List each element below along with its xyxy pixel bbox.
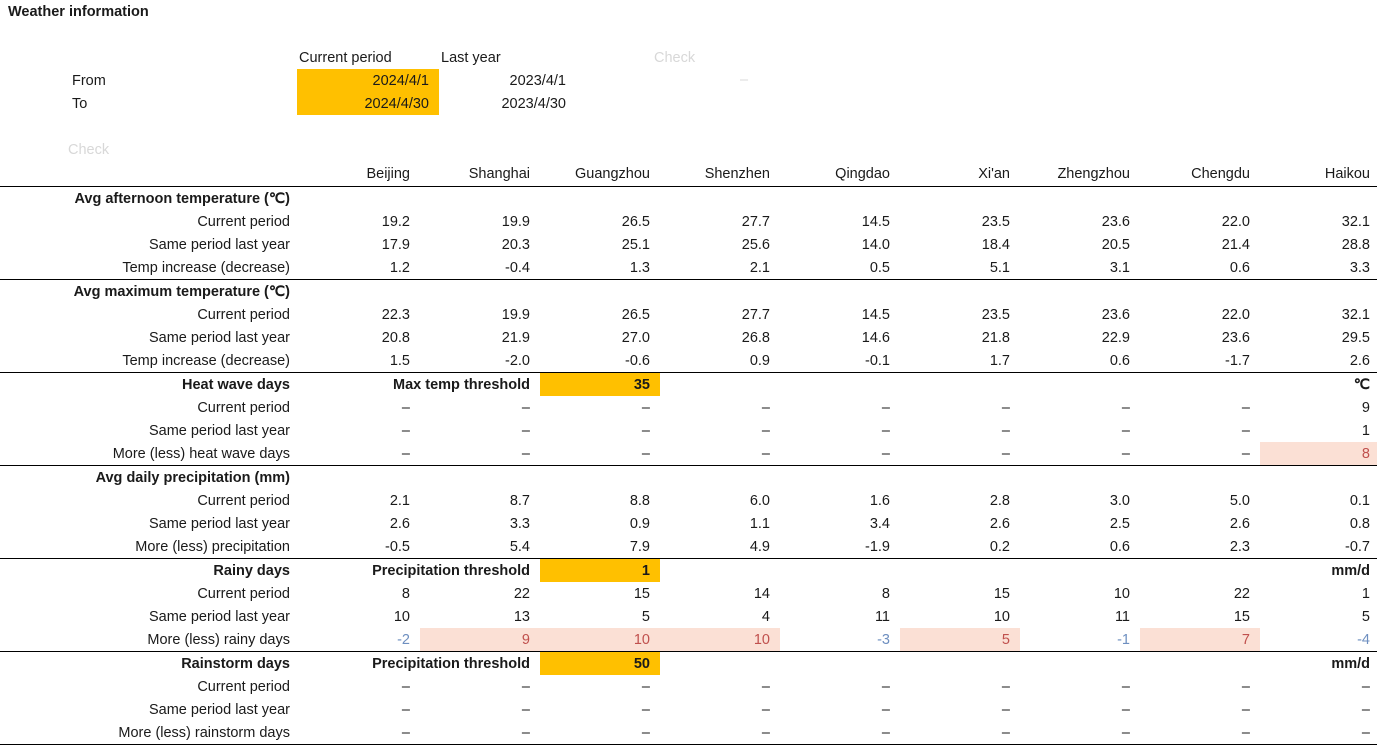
data-cell: 27.7 bbox=[741, 306, 770, 323]
threshold-unit: mm/d bbox=[660, 559, 1377, 583]
data-cell: – bbox=[420, 721, 540, 745]
table-row bbox=[0, 419, 1377, 442]
data-cell: – bbox=[1121, 445, 1130, 462]
data-cell: – bbox=[1001, 701, 1010, 718]
section-title: Heat wave days bbox=[0, 373, 300, 397]
row-label: Current period bbox=[197, 399, 290, 416]
data-cell: 0.6 bbox=[1109, 352, 1130, 369]
city-header-zhengzhou: Zhengzhou bbox=[1020, 162, 1140, 187]
table-row bbox=[0, 628, 1377, 652]
data-cell: 13 bbox=[513, 608, 530, 625]
data-cell: -0.7 bbox=[1345, 538, 1370, 555]
data-cell: 22.3 bbox=[381, 306, 410, 323]
table-row bbox=[0, 512, 1377, 535]
weather-table-wrapper bbox=[0, 162, 1377, 745]
row-label: More (less) heat wave days bbox=[112, 445, 290, 462]
data-cell: 22.9 bbox=[1101, 329, 1130, 346]
data-cell: 22 bbox=[513, 585, 530, 602]
weather-table-body bbox=[0, 162, 1377, 745]
table-row bbox=[0, 442, 1377, 466]
data-cell: 22.0 bbox=[1221, 306, 1250, 323]
period-to-last: 2023/4/30 bbox=[501, 95, 566, 112]
row-label: More (less) rainy days bbox=[147, 631, 290, 648]
row-label: Current period bbox=[197, 678, 290, 695]
data-cell: -1 bbox=[1117, 631, 1130, 648]
section-header-row bbox=[0, 280, 1377, 304]
data-cell: – bbox=[641, 445, 650, 462]
data-cell: – bbox=[761, 399, 770, 416]
section-header-row bbox=[0, 466, 1377, 490]
data-cell: 23.6 bbox=[1101, 213, 1130, 230]
data-cell: – bbox=[641, 422, 650, 439]
data-cell: 1.3 bbox=[629, 259, 650, 276]
data-cell: 23.6 bbox=[1101, 306, 1130, 323]
city-header-shenzhen: Shenzhen bbox=[660, 162, 780, 187]
data-cell: 11 bbox=[1114, 608, 1130, 625]
data-cell: – bbox=[1001, 445, 1010, 462]
row-label: Same period last year bbox=[148, 515, 290, 532]
data-cell: 29.5 bbox=[1341, 329, 1370, 346]
data-cell: – bbox=[761, 422, 770, 439]
data-cell: 2.6 bbox=[989, 515, 1010, 532]
period-header-row bbox=[0, 46, 576, 69]
period-from-row bbox=[0, 69, 576, 92]
data-cell: 14.5 bbox=[861, 306, 890, 323]
data-cell: 14.0 bbox=[861, 236, 890, 253]
data-cell: – bbox=[881, 678, 890, 695]
data-cell: 5 bbox=[641, 608, 650, 625]
data-cell: 10 bbox=[540, 628, 660, 652]
period-header-spacer bbox=[0, 46, 297, 69]
section-title: Avg daily precipitation (mm) bbox=[0, 466, 300, 490]
data-cell: 1.7 bbox=[989, 352, 1010, 369]
data-cell: 11 bbox=[874, 608, 890, 625]
data-cell: – bbox=[641, 678, 650, 695]
table-row bbox=[0, 303, 1377, 326]
data-cell: 2.1 bbox=[749, 259, 770, 276]
table-row bbox=[0, 605, 1377, 628]
data-cell: – bbox=[1241, 422, 1250, 439]
table-row bbox=[0, 349, 1377, 373]
data-cell: – bbox=[900, 721, 1020, 745]
data-cell: 6.0 bbox=[749, 492, 770, 509]
data-cell: 0.1 bbox=[1349, 492, 1370, 509]
table-row bbox=[0, 233, 1377, 256]
data-cell: 27.0 bbox=[621, 329, 650, 346]
data-cell: – bbox=[1001, 399, 1010, 416]
data-cell: -3 bbox=[877, 631, 890, 648]
data-cell: – bbox=[1020, 721, 1140, 745]
data-cell: – bbox=[540, 721, 660, 745]
data-cell: – bbox=[1361, 678, 1370, 695]
data-cell: 22.0 bbox=[1221, 213, 1250, 230]
data-cell: 2.1 bbox=[389, 492, 410, 509]
data-cell: 10 bbox=[393, 608, 410, 625]
page-title: Weather information bbox=[8, 4, 149, 20]
section-title: Avg afternoon temperature (℃) bbox=[0, 187, 300, 211]
data-cell: 3.4 bbox=[869, 515, 890, 532]
data-cell: 4.9 bbox=[749, 538, 770, 555]
table-row bbox=[0, 675, 1377, 698]
data-cell: 23.5 bbox=[981, 213, 1010, 230]
table-row bbox=[0, 326, 1377, 349]
section-title: Avg maximum temperature (℃) bbox=[0, 280, 300, 304]
data-cell: 10 bbox=[1113, 585, 1130, 602]
data-cell: 14.5 bbox=[861, 213, 890, 230]
data-cell: 9 bbox=[420, 628, 540, 652]
section-header-row bbox=[0, 187, 1377, 211]
period-header-current: Current period bbox=[299, 49, 392, 66]
data-cell: 5.4 bbox=[509, 538, 530, 555]
data-cell: 21.9 bbox=[501, 329, 530, 346]
data-cell: 1 bbox=[1361, 585, 1370, 602]
period-to-label: To bbox=[72, 95, 88, 112]
section-header-row bbox=[0, 652, 1377, 676]
data-cell: 32.1 bbox=[1341, 213, 1370, 230]
city-header-row bbox=[0, 162, 1377, 187]
data-cell: 5.1 bbox=[989, 259, 1010, 276]
data-cell: 3.3 bbox=[509, 515, 530, 532]
check-label-top: Check bbox=[654, 50, 696, 66]
data-cell: 27.7 bbox=[741, 213, 770, 230]
data-cell: 10 bbox=[993, 608, 1010, 625]
row-label: Same period last year bbox=[148, 422, 290, 439]
data-cell: – bbox=[401, 399, 410, 416]
data-cell: 22 bbox=[1233, 585, 1250, 602]
data-cell: 2.6 bbox=[1229, 515, 1250, 532]
table-row bbox=[0, 396, 1377, 419]
city-header-xian: Xi'an bbox=[900, 162, 1020, 187]
row-label: Same period last year bbox=[148, 701, 290, 718]
data-cell: – bbox=[761, 678, 770, 695]
table-row bbox=[0, 256, 1377, 280]
data-cell: – bbox=[1121, 422, 1130, 439]
data-cell: 8 bbox=[1260, 442, 1377, 466]
period-from-current[interactable]: 2024/4/1 bbox=[297, 69, 439, 92]
data-cell: 2.8 bbox=[989, 492, 1010, 509]
data-cell: 28.8 bbox=[1341, 236, 1370, 253]
data-cell: – bbox=[660, 721, 780, 745]
data-cell: 1 bbox=[1361, 422, 1370, 439]
city-header-qingdao: Qingdao bbox=[780, 162, 900, 187]
data-cell: 18.4 bbox=[981, 236, 1010, 253]
data-cell: – bbox=[1260, 721, 1377, 745]
data-cell: – bbox=[881, 701, 890, 718]
table-row bbox=[0, 535, 1377, 559]
data-cell: 26.8 bbox=[741, 329, 770, 346]
data-cell: – bbox=[1241, 678, 1250, 695]
data-cell: 17.9 bbox=[381, 236, 410, 253]
threshold-label: Precipitation threshold bbox=[300, 559, 540, 583]
data-cell: -2 bbox=[397, 631, 410, 648]
section-header-blank bbox=[300, 466, 1377, 490]
data-cell: 7 bbox=[1140, 628, 1260, 652]
data-cell: 15 bbox=[993, 585, 1010, 602]
data-cell: 8 bbox=[881, 585, 890, 602]
data-cell: 15 bbox=[1233, 608, 1250, 625]
threshold-unit: ℃ bbox=[660, 373, 1377, 397]
data-cell: – bbox=[780, 721, 900, 745]
data-cell: 23.6 bbox=[1221, 329, 1250, 346]
data-cell: – bbox=[521, 678, 530, 695]
data-cell: – bbox=[881, 422, 890, 439]
row-label: Same period last year bbox=[148, 329, 290, 346]
data-cell: 7.9 bbox=[629, 538, 650, 555]
table-row bbox=[0, 489, 1377, 512]
table-row bbox=[0, 210, 1377, 233]
data-cell: – bbox=[881, 445, 890, 462]
period-from-last: 2023/4/1 bbox=[509, 72, 566, 89]
data-cell: – bbox=[641, 701, 650, 718]
data-cell: – bbox=[1121, 399, 1130, 416]
data-cell: 2.3 bbox=[1229, 538, 1250, 555]
data-cell: 21.8 bbox=[981, 329, 1010, 346]
section-title: Rainstorm days bbox=[0, 652, 300, 676]
city-header-shanghai: Shanghai bbox=[420, 162, 540, 187]
threshold-label: Max temp threshold bbox=[300, 373, 540, 397]
data-cell: -0.1 bbox=[865, 352, 890, 369]
data-cell: -0.6 bbox=[625, 352, 650, 369]
data-cell: 8.8 bbox=[629, 492, 650, 509]
data-cell: -1.9 bbox=[865, 538, 890, 555]
data-cell: – bbox=[1241, 701, 1250, 718]
data-cell: – bbox=[521, 445, 530, 462]
city-header-chengdu: Chengdu bbox=[1140, 162, 1260, 187]
data-cell: – bbox=[1001, 678, 1010, 695]
check-dash-top: – bbox=[740, 72, 749, 88]
row-label: Current period bbox=[197, 492, 290, 509]
section-header-row bbox=[0, 559, 1377, 583]
data-cell: 5 bbox=[900, 628, 1020, 652]
period-panel bbox=[0, 46, 760, 115]
data-cell: 0.6 bbox=[1229, 259, 1250, 276]
table-row bbox=[0, 698, 1377, 721]
threshold-unit: mm/d bbox=[660, 652, 1377, 676]
data-cell: 1.5 bbox=[389, 352, 410, 369]
data-cell: – bbox=[401, 445, 410, 462]
data-cell: 32.1 bbox=[1341, 306, 1370, 323]
data-cell: 0.6 bbox=[1109, 538, 1130, 555]
data-cell: -4 bbox=[1357, 631, 1370, 648]
section-header-blank bbox=[300, 187, 1377, 211]
data-cell: 10 bbox=[660, 628, 780, 652]
data-cell: -1.7 bbox=[1225, 352, 1250, 369]
data-cell: 1.1 bbox=[749, 515, 770, 532]
row-label: Same period last year bbox=[148, 236, 290, 253]
data-cell: 19.2 bbox=[381, 213, 410, 230]
data-cell: – bbox=[300, 721, 420, 745]
table-row bbox=[0, 582, 1377, 605]
data-cell: – bbox=[401, 678, 410, 695]
period-to-row bbox=[0, 92, 576, 115]
row-label: Current period bbox=[197, 585, 290, 602]
check-label-left: Check bbox=[68, 142, 110, 158]
row-label: More (less) precipitation bbox=[135, 538, 290, 555]
data-cell: 3.1 bbox=[1109, 259, 1130, 276]
weather-table bbox=[0, 162, 1377, 745]
row-label: Same period last year bbox=[148, 608, 290, 625]
data-cell: – bbox=[1121, 678, 1130, 695]
data-cell: 19.9 bbox=[501, 306, 530, 323]
data-cell: – bbox=[401, 701, 410, 718]
data-cell: – bbox=[1121, 701, 1130, 718]
data-cell: 3.3 bbox=[1349, 259, 1370, 276]
city-header-haikou: Haikou bbox=[1260, 162, 1377, 187]
data-cell: – bbox=[521, 422, 530, 439]
data-cell: 25.6 bbox=[741, 236, 770, 253]
data-cell: 25.1 bbox=[621, 236, 650, 253]
section-title: Rainy days bbox=[0, 559, 300, 583]
data-cell: -2.0 bbox=[505, 352, 530, 369]
data-cell: 20.8 bbox=[381, 329, 410, 346]
data-cell: – bbox=[521, 701, 530, 718]
data-cell: – bbox=[1361, 701, 1370, 718]
data-cell: 0.9 bbox=[749, 352, 770, 369]
data-cell: 4 bbox=[761, 608, 770, 625]
data-cell: – bbox=[1241, 445, 1250, 462]
data-cell: 3.0 bbox=[1109, 492, 1130, 509]
threshold-input[interactable]: 35 bbox=[540, 373, 660, 397]
data-cell: 26.5 bbox=[621, 213, 650, 230]
data-cell: 2.6 bbox=[389, 515, 410, 532]
city-header-beijing: Beijing bbox=[300, 162, 420, 187]
data-cell: 14.6 bbox=[861, 329, 890, 346]
threshold-label: Precipitation threshold bbox=[300, 652, 540, 676]
data-cell: 5.0 bbox=[1229, 492, 1250, 509]
data-cell: 0.9 bbox=[629, 515, 650, 532]
data-cell: 15 bbox=[633, 585, 650, 602]
data-cell: -0.4 bbox=[505, 259, 530, 276]
data-cell: 9 bbox=[1361, 399, 1370, 416]
data-cell: 19.9 bbox=[501, 213, 530, 230]
data-cell: 8.7 bbox=[509, 492, 530, 509]
row-label: More (less) rainstorm days bbox=[0, 721, 300, 745]
threshold-input[interactable]: 50 bbox=[540, 652, 660, 676]
row-label: Temp increase (decrease) bbox=[122, 259, 290, 276]
data-cell: – bbox=[1140, 721, 1260, 745]
city-header-guangzhou: Guangzhou bbox=[540, 162, 660, 187]
period-to-current[interactable]: 2024/4/30 bbox=[297, 92, 439, 115]
section-header-blank bbox=[300, 280, 1377, 304]
data-cell: – bbox=[761, 445, 770, 462]
threshold-input[interactable]: 1 bbox=[540, 559, 660, 583]
data-cell: 8 bbox=[401, 585, 410, 602]
data-cell: – bbox=[521, 399, 530, 416]
row-label: Current period bbox=[197, 213, 290, 230]
data-cell: 23.5 bbox=[981, 306, 1010, 323]
row-label: Temp increase (decrease) bbox=[122, 352, 290, 369]
data-cell: 5 bbox=[1361, 608, 1370, 625]
data-cell: 1.2 bbox=[389, 259, 410, 276]
data-cell: – bbox=[1001, 422, 1010, 439]
period-header-last: Last year bbox=[441, 49, 501, 66]
data-cell: – bbox=[761, 701, 770, 718]
data-cell: – bbox=[881, 399, 890, 416]
data-cell: 0.8 bbox=[1349, 515, 1370, 532]
data-cell: – bbox=[1241, 399, 1250, 416]
data-cell: 21.4 bbox=[1221, 236, 1250, 253]
data-cell: 2.6 bbox=[1349, 352, 1370, 369]
data-cell: 0.5 bbox=[869, 259, 890, 276]
data-cell: – bbox=[641, 399, 650, 416]
data-cell: -0.5 bbox=[385, 538, 410, 555]
city-header-blank bbox=[0, 162, 300, 187]
data-cell: 0.2 bbox=[989, 538, 1010, 555]
data-cell: 26.5 bbox=[621, 306, 650, 323]
data-cell: 14 bbox=[753, 585, 770, 602]
data-cell: 2.5 bbox=[1109, 515, 1130, 532]
section-header-row bbox=[0, 373, 1377, 397]
row-label: Current period bbox=[197, 306, 290, 323]
period-from-label: From bbox=[72, 72, 106, 89]
data-cell: 20.3 bbox=[501, 236, 530, 253]
data-cell: 1.6 bbox=[869, 492, 890, 509]
data-cell: – bbox=[401, 422, 410, 439]
data-cell: 20.5 bbox=[1101, 236, 1130, 253]
